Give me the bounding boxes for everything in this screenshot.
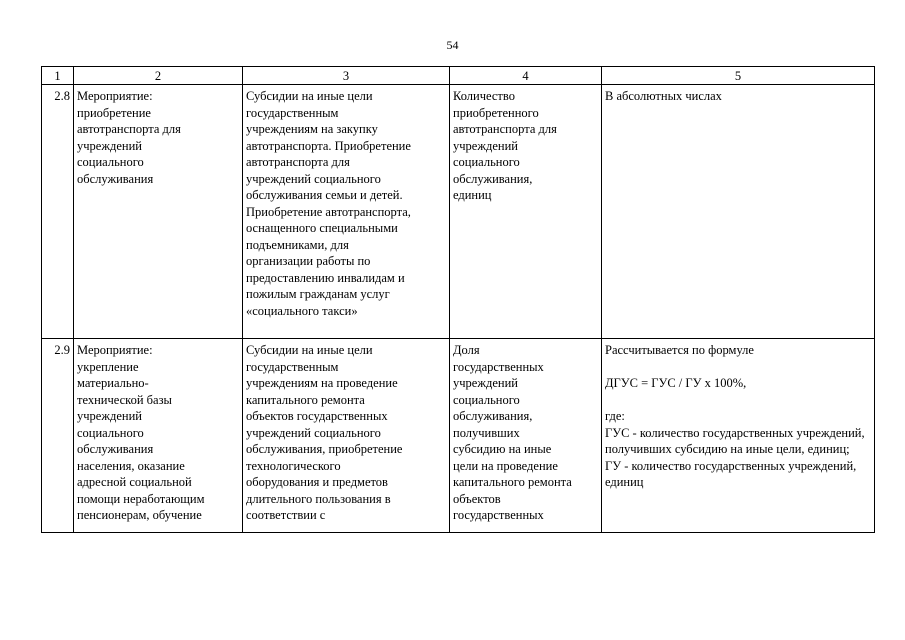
method-cell: В абсолютных числах — [602, 85, 875, 339]
indicator-table — [41, 66, 875, 533]
column-header-1: 1 — [42, 67, 74, 85]
indicator-cell: Количество приобретенного автотранспорта для учреждений социального обслуживания, единиц — [450, 85, 602, 339]
table-header-row — [42, 67, 875, 85]
formula-where: где: — [605, 409, 625, 423]
table-row — [42, 339, 875, 533]
table-row — [42, 85, 875, 339]
event-cell: Мероприятие: приобретение автотранспорта для учреждений социального обслуживания — [74, 85, 243, 339]
formula-definition-gu: ГУ - количество государственных учреждений, единиц — [605, 458, 857, 489]
event-cell: Мероприятие: укрепление материально- технической базы учреждений социального обслуживания населения, оказание адресной социальной помощи неработающим пенсионерам, обучение — [74, 339, 243, 533]
description-cell: Субсидии на иные цели государственным учреждениям на проведение капитального ремонта объектов государственных учреждений социального обслуживания, приобретение технологического оборудования и предметов длительного пользования в соответствии с — [243, 339, 450, 533]
column-header-5: 5 — [602, 67, 875, 85]
formula-definition-gus: ГУС - количество государственных учреждений, получивших субсидию на иные цели, единиц; — [605, 425, 865, 456]
row-number: 2.9 — [42, 339, 74, 533]
row-number: 2.8 — [42, 85, 74, 339]
formula: ДГУС = ГУС / ГУ x 100%, — [605, 376, 747, 390]
spacer — [605, 359, 870, 376]
formula-intro: Рассчитывается по формуле — [605, 343, 754, 357]
spacer — [605, 392, 870, 409]
column-header-2: 2 — [74, 67, 243, 85]
column-header-3: 3 — [243, 67, 450, 85]
page-number: 54 — [446, 38, 459, 52]
column-header-4: 4 — [450, 67, 602, 85]
indicator-cell: Доля государственных учреждений социального обслуживания, получивших субсидию на иные цели на проведение капитального ремонта объектов государственных — [450, 339, 602, 533]
method-cell — [602, 339, 875, 533]
description-cell: Субсидии на иные цели государственным учреждениям на закупку автотранспорта. Приобретение автотранспорта для учреждений социального обслуживания семьи и детей. Приобретение автотранспорта, оснащенного специальными подъемниками, для организации работы по предоставлению инвалидам и пожилым гражданам услуг «социального такси» — [243, 85, 450, 339]
